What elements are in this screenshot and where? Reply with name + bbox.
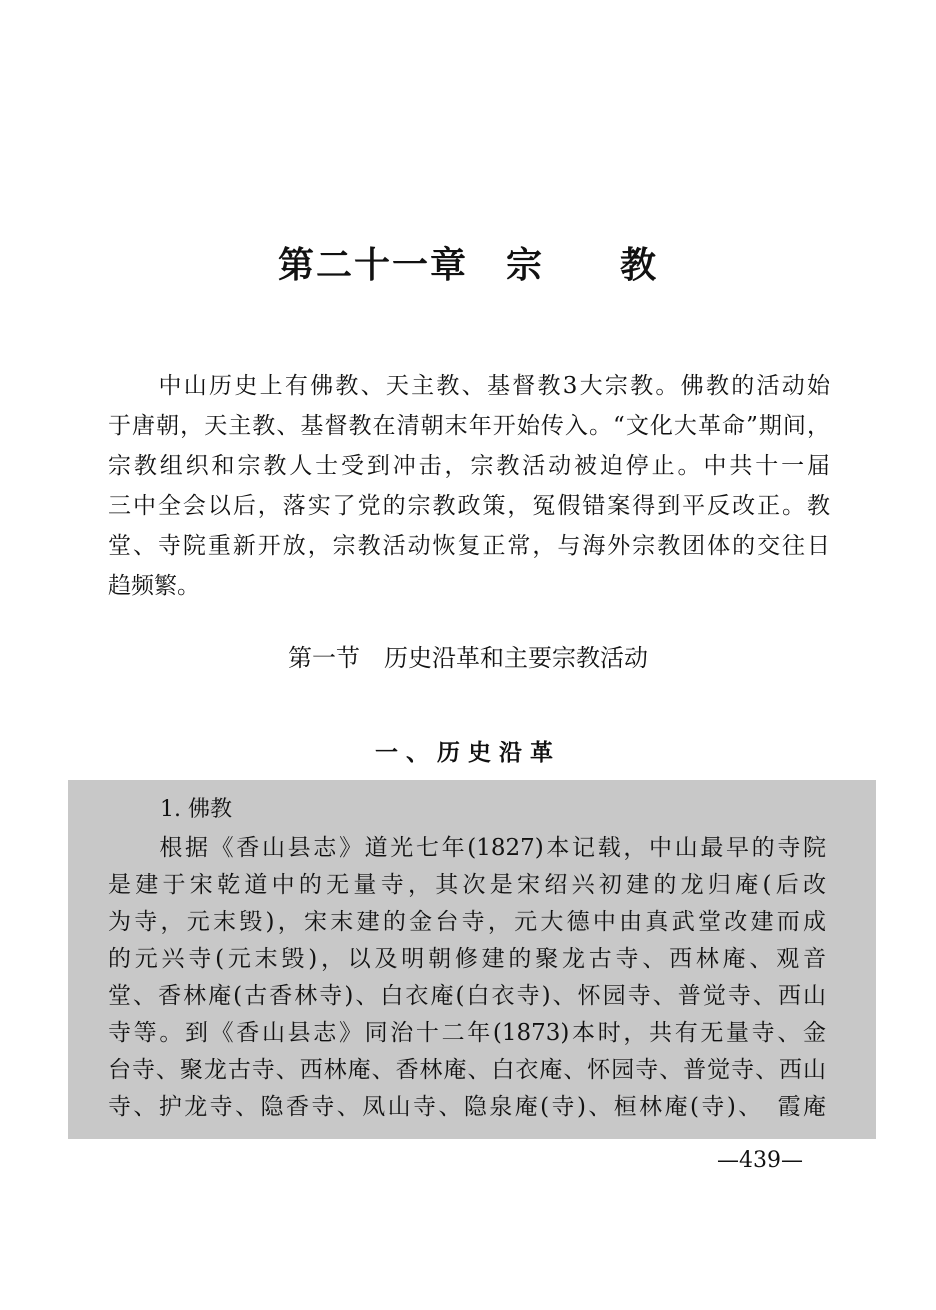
intro-line: 于唐朝，天主教、基督教在清朝末年开始传入。“文化大革命”期间， [108, 413, 830, 439]
body-line: 寺、护龙寺、隐香寺、凤山寺、隐泉庵(寺)、桓林庵(寺)、 霞庵 [108, 1094, 826, 1120]
intro-paragraph [108, 366, 830, 606]
page-number: —439— [717, 1148, 803, 1173]
intro-line: 趋频繁。 [108, 573, 200, 599]
section-title: 第一节 历史沿革和主要宗教活动 [288, 644, 648, 672]
intro-line: 中山历史上有佛教、天主教、基督教3大宗教。佛教的活动始 [108, 373, 830, 399]
chapter-title: 第二十一章 宗 教 [277, 245, 658, 286]
body-line: 根据《香山县志》道光七年(1827)本记载，中山最早的寺院 [108, 835, 826, 861]
body-line: 寺等。到《香山县志》同治十二年(1873)本时，共有无量寺、金 [108, 1020, 826, 1046]
subsection-title: 一、历史沿革 [375, 740, 561, 766]
body-paragraph [108, 830, 826, 1126]
body-line: 台寺、聚龙古寺、西林庵、香林庵、白衣庵、怀园寺、普觉寺、西山 [108, 1057, 826, 1083]
body-line: 为寺，元末毁)，宋末建的金台寺，元大德中由真武堂改建而成 [108, 909, 826, 935]
intro-line: 三中全会以后，落实了党的宗教政策，冤假错案得到平反改正。教 [108, 493, 830, 519]
intro-line: 堂、寺院重新开放，宗教活动恢复正常，与海外宗教团体的交往日 [108, 533, 830, 559]
intro-line: 宗教组织和宗教人士受到冲击，宗教活动被迫停止。中共十一届 [108, 453, 830, 479]
body-line: 堂、香林庵(古香林寺)、白衣庵(白衣寺)、怀园寺、普觉寺、西山 [108, 983, 826, 1009]
body-line: 是建于宋乾道中的无量寺，其次是宋绍兴初建的龙归庵(后改 [108, 872, 826, 898]
body-line: 的元兴寺(元末毁)，以及明朝修建的聚龙古寺、西林庵、观音 [108, 946, 826, 972]
item-heading: 1. 佛教 [160, 797, 232, 822]
